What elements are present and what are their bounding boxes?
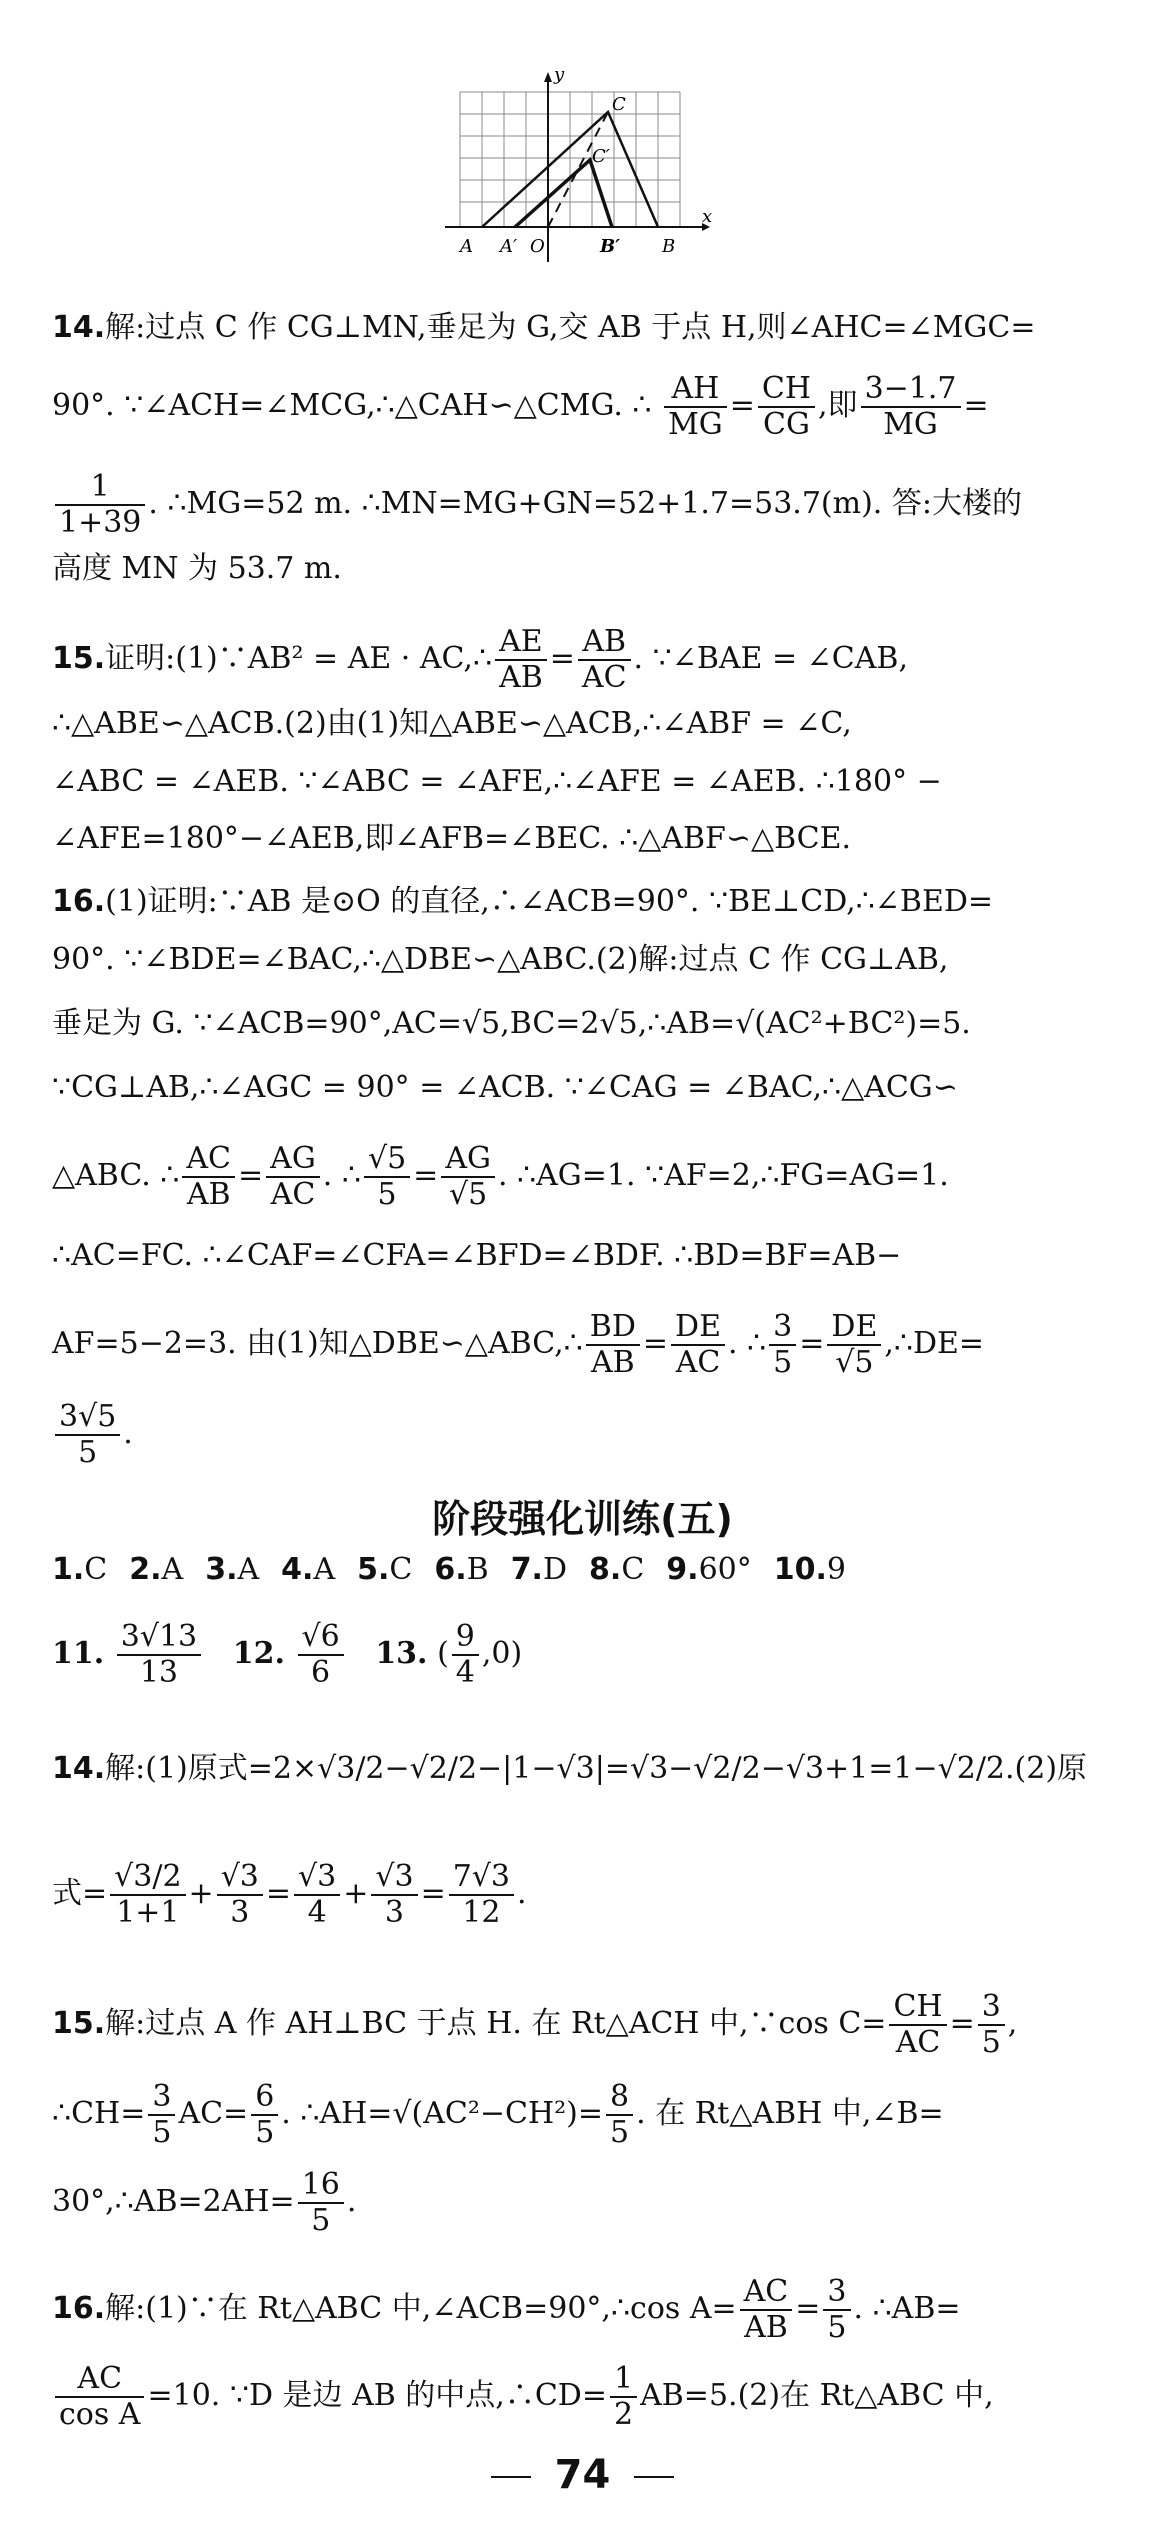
section-title: 阶段强化训练(五) xyxy=(432,1497,733,1541)
coordinate-figure xyxy=(440,62,720,277)
q15b-line3 xyxy=(52,2168,1117,2238)
text: 证明:(1)∵AB² = AE · AC,∴ xyxy=(105,641,493,676)
fraction xyxy=(664,372,727,442)
text: (1)证明:∵AB 是⊙O 的直径,∴∠ACB=90°. ∵BE⊥CD,∴∠BED= xyxy=(105,884,994,919)
numerator: √5 xyxy=(364,1142,410,1178)
q16a-line8 xyxy=(52,1400,1117,1470)
q14a-line1 xyxy=(52,304,1117,352)
text: . 在 Rt△ABH 中,∠B= xyxy=(636,2096,944,2131)
fraction xyxy=(110,1860,185,1930)
denominator: AB xyxy=(186,1177,231,1212)
denominator: 5 xyxy=(981,2025,1001,2060)
numerator: √3 xyxy=(217,1860,263,1896)
triangle-abc-prime xyxy=(515,160,612,227)
question-number: 5. xyxy=(357,1552,390,1587)
question-number: 13. xyxy=(375,1636,428,1671)
question-number: 16. xyxy=(52,884,106,919)
text: 解:(1)∵在 Rt△ABC 中,∠ACB=90°,∴cos A= xyxy=(105,2291,737,2326)
text: . ∴ xyxy=(727,1326,767,1361)
fraction xyxy=(610,2362,637,2432)
denominator: MG xyxy=(883,407,938,442)
answer-value: C xyxy=(621,1552,645,1587)
denominator: 5 xyxy=(78,1435,98,1470)
numerator: AC xyxy=(182,1142,235,1178)
label-y: y xyxy=(554,64,565,85)
text: . xyxy=(346,2184,357,2219)
label-c-prime: C′ xyxy=(592,146,610,167)
text: ∴CH= xyxy=(52,2096,146,2131)
denominator: 4 xyxy=(455,1655,475,1690)
numerator: DE xyxy=(671,1310,725,1346)
q16a-line6 xyxy=(52,1232,1117,1280)
q15a-line2 xyxy=(52,700,1117,748)
answer-item xyxy=(357,1552,412,1587)
denominator: √5 xyxy=(835,1345,874,1380)
denominator: 5 xyxy=(827,2310,847,2345)
denominator: MG xyxy=(668,407,723,442)
answer-value: A xyxy=(161,1552,184,1587)
fraction xyxy=(55,2362,144,2432)
question-number: 12. xyxy=(232,1636,285,1671)
numerator: CH xyxy=(889,1990,946,2026)
denominator: 5 xyxy=(152,2115,172,2150)
fraction xyxy=(217,1860,263,1930)
answer-item xyxy=(434,1552,488,1587)
numerator: CH xyxy=(758,372,815,408)
text: 解:(1)原式=2×√3/2−√2/2−|1−√3|=√3−√2/2−√3+1=1−√2/2.(2)原 xyxy=(105,1751,1088,1786)
text: 式= xyxy=(52,1876,108,1911)
text: AB=5.(2)在 Rt△ABC 中, xyxy=(640,2378,994,2413)
answer-item xyxy=(589,1552,644,1587)
figure-svg xyxy=(440,62,720,277)
denominator: 5 xyxy=(377,1177,397,1212)
fraction xyxy=(452,1620,479,1690)
fraction xyxy=(861,372,961,442)
denominator: 3 xyxy=(384,1895,405,1930)
fraction xyxy=(758,372,815,442)
q14b-line2 xyxy=(52,1860,1117,1930)
footer-dash-left xyxy=(491,2476,531,2478)
denominator: 5 xyxy=(255,2115,275,2150)
denominator: 13 xyxy=(139,1655,179,1690)
numerator: 6 xyxy=(251,2080,278,2116)
answer-value: C xyxy=(389,1552,413,1587)
page-footer xyxy=(0,2452,1165,2498)
label-o: O xyxy=(530,236,545,257)
denominator: 1+1 xyxy=(116,1895,180,1930)
numerator: 3√5 xyxy=(55,1400,120,1436)
denominator: √5 xyxy=(449,1177,488,1212)
answer-item xyxy=(511,1552,567,1587)
answer-value: 9 xyxy=(826,1552,846,1587)
q14a-line2 xyxy=(52,372,1117,442)
page-number: 74 xyxy=(554,2452,611,2498)
text: = xyxy=(963,388,989,423)
q15a-line4 xyxy=(52,815,1117,863)
label-b: B xyxy=(662,236,676,257)
text: = xyxy=(729,388,755,423)
text: = xyxy=(795,2291,821,2326)
fraction xyxy=(449,1860,514,1930)
question-number: 6. xyxy=(434,1552,467,1587)
question-number: 9. xyxy=(666,1552,699,1587)
numerator: AC xyxy=(55,2362,144,2398)
q16a-line3 xyxy=(52,1000,1117,1048)
label-b-prime: B′ xyxy=(600,236,620,257)
answer-value: C xyxy=(84,1552,108,1587)
numerator: 3√13 xyxy=(117,1620,201,1656)
numerator: AC xyxy=(740,2275,793,2311)
q15a-line1: 15.证明:(1)∵AB² = AE · AC,∴ $\frac{AE}{AB}$ = $\frac{AB}{AC}$ . ∵∠BAE = ∠CAB, xyxy=(52,624,908,695)
numerator: 3 xyxy=(769,1310,796,1346)
answer-item xyxy=(281,1552,335,1587)
denominator: AB xyxy=(499,660,543,695)
fraction xyxy=(148,2080,175,2150)
question-number: 8. xyxy=(589,1552,622,1587)
text: 垂足为 G. ∵∠ACB=90°,AC=√5,BC=2√5,∴AB=√(AC²+BC²)=5. xyxy=(52,1006,971,1041)
answer-item xyxy=(205,1552,259,1587)
text: . xyxy=(123,1416,133,1451)
text: = xyxy=(420,1876,446,1911)
question-number: 4. xyxy=(281,1552,314,1587)
text: ∠AFE=180°−∠AEB,即∠AFB=∠BEC. ∴△ABF∽△BCE. xyxy=(52,821,852,856)
text: 30°,∴AB=2AH= xyxy=(52,2184,295,2219)
answer-item xyxy=(666,1552,751,1587)
answer-value: B xyxy=(466,1552,489,1587)
denominator: 3 xyxy=(230,1895,250,1930)
text: . ∴MG=52 m. ∴MN=MG+GN=52+1.7=53.7(m). 答:大楼的 xyxy=(148,486,1022,521)
text: 解:过点 A 作 AH⊥BC 于点 H. 在 Rt△ACH 中,∵cos C= xyxy=(105,2006,887,2041)
question-number: 3. xyxy=(205,1552,238,1587)
question-number: 1. xyxy=(52,1552,85,1587)
q14a-line3 xyxy=(52,470,1117,540)
fraction xyxy=(298,2168,344,2238)
denominator: 6 xyxy=(311,1655,331,1690)
answer-item xyxy=(129,1552,183,1587)
denominator: AC xyxy=(581,660,627,695)
denominator: 12 xyxy=(462,1895,501,1930)
numerator: AG xyxy=(441,1142,495,1178)
fraction xyxy=(117,1620,201,1690)
numerator: AB xyxy=(578,625,631,661)
question-number: 16. xyxy=(52,2291,106,2326)
numerator: √6 xyxy=(298,1620,344,1656)
q14a-line4 xyxy=(52,545,1117,593)
question-number: 11. xyxy=(52,1636,105,1671)
fraction xyxy=(55,470,145,540)
fraction xyxy=(769,1310,796,1380)
denominator: AB xyxy=(590,1345,635,1380)
numerator: 8 xyxy=(606,2080,633,2116)
fraction xyxy=(266,1142,320,1212)
text: ∠ABC = ∠AEB. ∵∠ABC = ∠AFE,∴∠AFE = ∠AEB. ∴180° − xyxy=(52,764,942,799)
numerator: 1 xyxy=(610,2362,637,2398)
question-number: 10. xyxy=(773,1552,827,1587)
text: ∴AC=FC. ∴∠CAF=∠CFA=∠BFD=∠BDF. ∴BD=BF=AB− xyxy=(52,1238,902,1273)
question-number: 15. xyxy=(52,2006,106,2041)
fraction xyxy=(364,1142,410,1212)
text: 90°. ∵∠ACH=∠MCG,∴△CAH∽△CMG. ∴ xyxy=(52,388,652,423)
q16a-line5: △ABC. ∴ $\frac{AC}{AB}$ = $\frac{AG}{AC}$ . ∴ $\frac{√5}{5}$ = $\frac{AG}{√5}$ . ∴AG=1. ∵AF=2,∴FG=AG=1. xyxy=(52,1141,949,1212)
q15b-line1 xyxy=(52,1990,1117,2060)
text: + xyxy=(188,1876,214,1911)
numerator: 3−1.7 xyxy=(861,372,961,408)
q16a-line4 xyxy=(52,1064,1117,1112)
answer-value: 60° xyxy=(698,1552,752,1587)
fraction xyxy=(578,625,631,695)
fraction xyxy=(823,2275,850,2345)
fraction xyxy=(298,1620,344,1690)
denominator: 1+39 xyxy=(59,505,142,540)
text: 解:过点 C 作 CG⊥MN,垂足为 G,交 AB 于点 H,则∠AHC=∠MGC= xyxy=(105,310,1036,345)
label-a-prime: A′ xyxy=(500,236,518,257)
text: , xyxy=(1007,2006,1018,2041)
q16a-line2 xyxy=(52,936,1117,984)
fraction xyxy=(671,1310,725,1380)
question-number: 14. xyxy=(52,1751,106,1786)
denominator: AC xyxy=(895,2025,941,2060)
text: 90°. ∵∠BDE=∠BAC,∴△DBE∽△ABC.(2)解:过点 C 作 CG⊥AB, xyxy=(52,942,949,977)
answer-value: A xyxy=(313,1552,336,1587)
answer-value: D xyxy=(542,1552,568,1587)
label-a: A xyxy=(460,236,473,257)
text: AF=5−2=3. 由(1)知△DBE∽△ABC,∴ xyxy=(52,1326,583,1361)
answers-row-1 xyxy=(52,1552,868,1587)
fraction xyxy=(586,1310,640,1380)
q16b-line2 xyxy=(52,2362,1117,2432)
q15b-line2 xyxy=(52,2080,1117,2150)
text: . xyxy=(517,1876,527,1911)
text: = xyxy=(949,2006,975,2041)
question-number: 7. xyxy=(510,1552,543,1587)
text: . ∴AG=1. ∵AF=2,∴FG=AG=1. xyxy=(497,1158,949,1193)
answers-row-2 xyxy=(52,1620,1117,1690)
q16a-line7: AF=5−2=3. 由(1)知△DBE∽△ABC,∴ $\frac{BD}{AB}$ = $\frac{DE}{AC}$ . ∴ $\frac{3}{5}$ = $\frac{DE}{√5}$ ,∴DE= xyxy=(52,1309,985,1380)
text: . ∵∠BAE = ∠CAB, xyxy=(633,641,908,676)
text: ,0) xyxy=(481,1636,523,1671)
numerator: AH xyxy=(664,372,727,408)
text: =10. ∵D 是边 AB 的中点,∴CD= xyxy=(147,2378,607,2413)
fraction xyxy=(251,2080,278,2150)
text: . ∴ xyxy=(322,1158,361,1193)
numerator: 16 xyxy=(298,2168,344,2204)
fraction xyxy=(978,1990,1005,2060)
fraction xyxy=(495,625,547,695)
denominator: 2 xyxy=(614,2397,634,2432)
fraction xyxy=(827,1310,881,1380)
question-number: 2. xyxy=(129,1552,162,1587)
text: . ∴AB= xyxy=(853,2291,961,2326)
numerator: 9 xyxy=(452,1620,479,1656)
grid-lines xyxy=(460,92,680,227)
q16a-line1 xyxy=(52,878,1117,926)
answer-item xyxy=(52,1552,107,1587)
denominator: AC xyxy=(675,1345,721,1380)
fraction xyxy=(371,1860,417,1930)
numerator: √3 xyxy=(294,1860,340,1896)
answer-item xyxy=(774,1552,846,1587)
denominator: 5 xyxy=(610,2115,630,2150)
numerator: √3/2 xyxy=(110,1860,185,1896)
question-number: 15. xyxy=(52,641,106,676)
numerator: AE xyxy=(495,625,547,661)
denominator: AC xyxy=(270,1177,316,1212)
numerator: √3 xyxy=(371,1860,417,1896)
label-x: x xyxy=(702,206,713,227)
text: = xyxy=(265,1876,292,1911)
fraction xyxy=(889,1990,946,2060)
numerator: 1 xyxy=(55,470,145,506)
denominator: 5 xyxy=(311,2203,331,2238)
question-number: 14. xyxy=(52,310,106,345)
denominator: CG xyxy=(762,407,810,442)
text: AC= xyxy=(178,2096,249,2131)
fraction xyxy=(740,2275,793,2345)
denominator: cos A xyxy=(59,2397,141,2432)
numerator: AG xyxy=(266,1142,320,1178)
fraction xyxy=(182,1142,235,1212)
answer-value: A xyxy=(237,1552,260,1587)
footer-dash-right xyxy=(634,2476,674,2478)
fraction xyxy=(606,2080,633,2150)
denominator: 4 xyxy=(307,1895,327,1930)
text: . ∴AH=√(AC²−CH²)= xyxy=(281,2096,604,2131)
numerator: 3 xyxy=(823,2275,850,2311)
denominator: 5 xyxy=(773,1345,793,1380)
q15a-line3 xyxy=(52,758,1117,806)
fraction xyxy=(441,1142,495,1212)
y-axis-arrow xyxy=(544,72,552,82)
numerator: BD xyxy=(586,1310,640,1346)
label-c: C xyxy=(612,94,626,115)
text: ∴△ABE∽△ACB.(2)由(1)知△ABE∽△ACB,∴∠ABF = ∠C, xyxy=(52,706,852,741)
text: ,即 xyxy=(818,388,858,423)
numerator: 7√3 xyxy=(449,1860,514,1896)
text: 高度 MN 为 53.7 m. xyxy=(52,551,342,586)
q16b-line1 xyxy=(52,2275,1117,2345)
fraction xyxy=(55,1400,120,1470)
text: △ABC. ∴ xyxy=(52,1158,180,1193)
text: ∵CG⊥AB,∴∠AGC = 90° = ∠ACB. ∵∠CAG = ∠BAC,∴△ACG∽ xyxy=(52,1070,958,1105)
q14b-line1 xyxy=(52,1745,1117,1793)
fraction xyxy=(294,1860,340,1930)
numerator: 3 xyxy=(978,1990,1005,2026)
text: + xyxy=(343,1876,369,1911)
text: ,∴DE= xyxy=(884,1326,985,1361)
numerator: 3 xyxy=(148,2080,175,2116)
text: ( xyxy=(437,1636,449,1671)
denominator: AB xyxy=(744,2310,788,2345)
numerator: DE xyxy=(827,1310,881,1346)
